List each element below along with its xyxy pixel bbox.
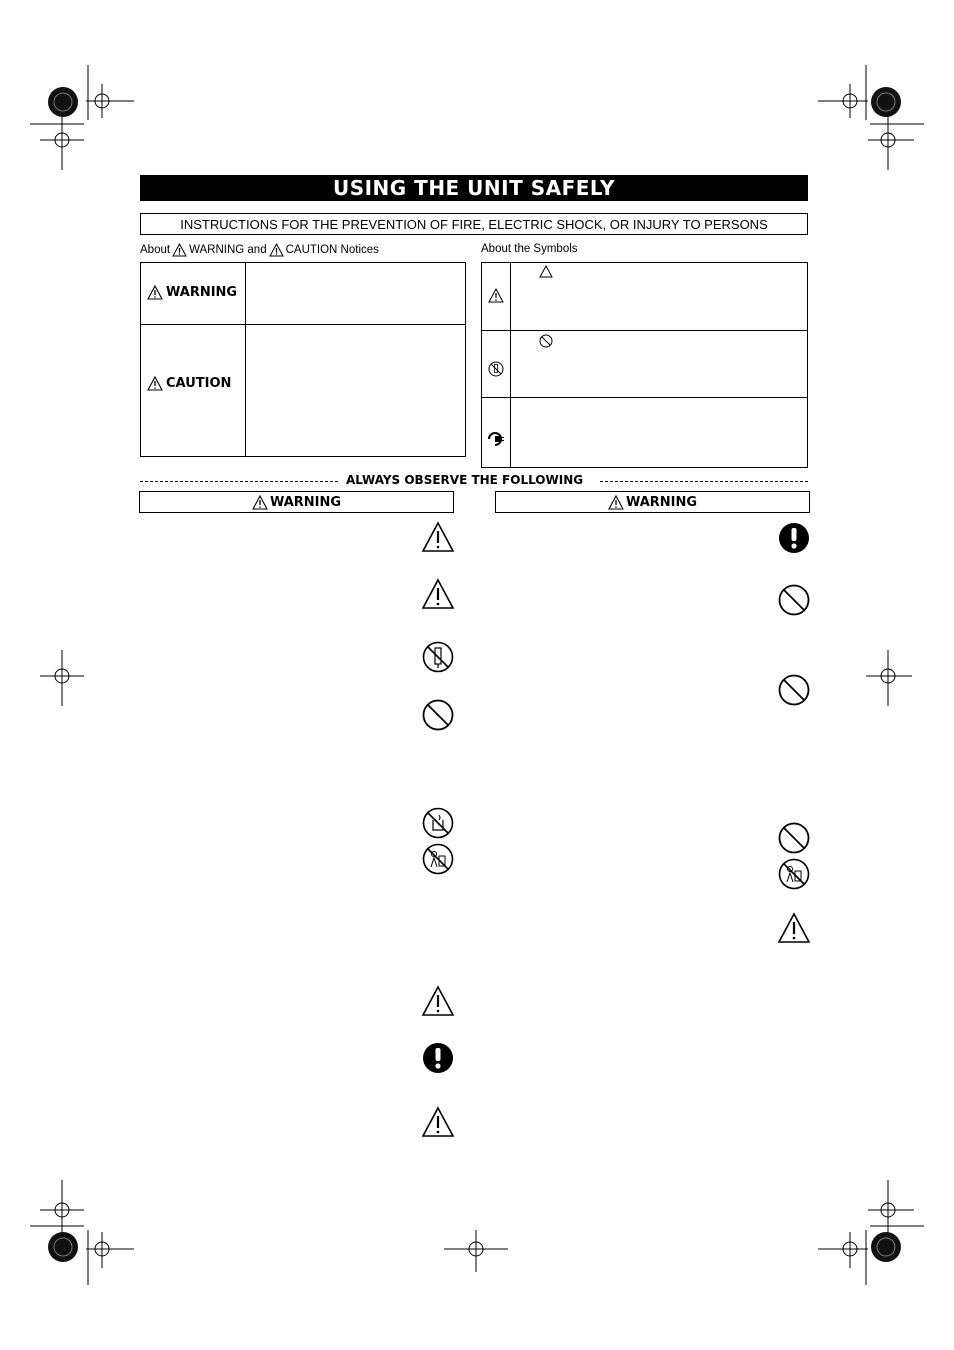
no-disassemble-icon [422,641,454,673]
warning-triangle-icon [421,985,455,1017]
unplug-icon [487,431,505,447]
symbols-label: About the Symbols [481,243,578,255]
notices-about-prefix: About [140,244,171,256]
no-children-icon [422,843,454,875]
prohibition-icon [778,584,810,616]
warning-triangle-icon [252,495,268,510]
notice-row-caution [147,376,231,391]
section-divider-right [600,481,808,482]
small-prohibition-icon [539,334,553,348]
warning-triangle-icon [269,243,284,257]
left-warning-label: WARNING [269,494,342,510]
no-water-icon [422,807,454,839]
left-warning-header [139,491,454,513]
prohibition-icon [778,822,810,854]
warning-triangle-icon [608,495,624,510]
instructions-subtitle: INSTRUCTIONS FOR THE PREVENTION OF FIRE, ELECTRIC SHOCK, OR INJURY TO PERSONS [140,213,808,235]
mandatory-icon [422,1042,454,1074]
notices-warning-word: WARNING and [189,244,267,256]
notice-row-warning [147,285,237,300]
warning-triangle-icon [421,1106,455,1138]
warning-triangle-icon [421,578,455,610]
notice-caution-label: CAUTION [166,376,232,391]
no-disassemble-icon [488,361,504,377]
section-divider-left [140,481,338,482]
section-heading: ALWAYS OBSERVE THE FOLLOWING [346,473,584,487]
prohibition-icon [778,674,810,706]
small-triangle-icon [539,265,553,278]
mandatory-icon [778,522,810,554]
symbols-table [481,262,808,468]
notice-warning-label: WARNING [166,285,238,300]
warning-triangle-icon [147,376,163,391]
warning-triangle-icon [777,912,811,944]
notices-table [140,262,466,457]
prohibition-icon [422,699,454,731]
no-children-icon [778,858,810,890]
warning-triangle-icon [421,521,455,553]
warning-triangle-icon [147,285,163,300]
notices-label [140,243,379,257]
warning-triangle-icon [172,243,187,257]
right-warning-header [495,491,810,513]
notices-caution-word: CAUTION Notices [285,244,379,256]
page-title: USING THE UNIT SAFELY [140,175,808,201]
right-warning-label: WARNING [625,494,698,510]
warning-triangle-icon [488,288,504,303]
